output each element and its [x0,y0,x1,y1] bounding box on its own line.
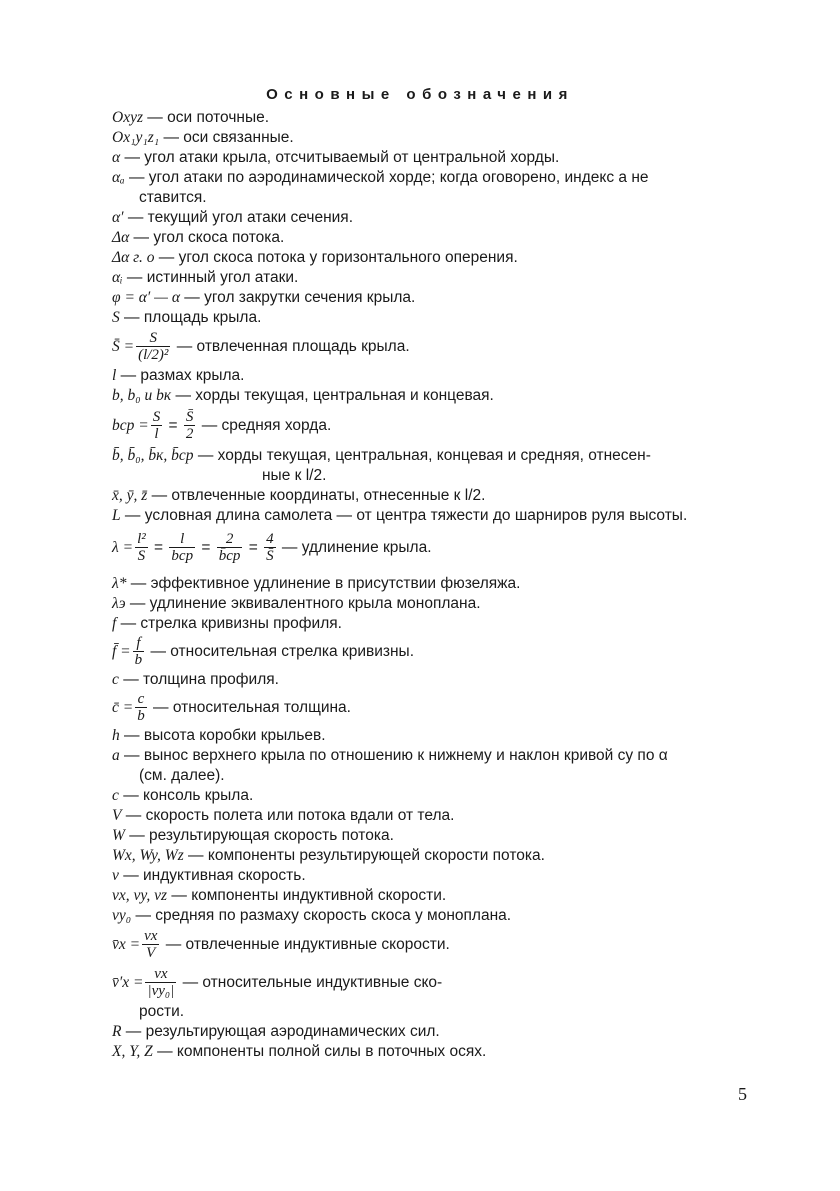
fraction: $\frac{S}{\text{(l/2)²}}$ [138,330,169,364]
notation-line: αᵢ — истинный угол атаки. [112,269,299,286]
notation-line: b, b₀ и bк — хорды текущая, центральная и концевая. [112,387,494,404]
notation-line-continuation: (см. далее). [139,767,225,784]
notation-line-continuation: рости. [139,1003,185,1020]
notation-line: αₐ — угол атаки по аэродинамической хорде; когда оговорено, индекс a не [112,169,649,186]
fraction: $\frac{l}{\text{bср}}$ [171,531,194,565]
notation-line: α′ — текущий угол атаки сечения. [112,209,354,226]
notation-line-continuation: ставится. [139,189,207,206]
notation-line: S — площадь крыла. [112,309,262,326]
formula-line: c̄ = $\frac{c}{b}$ — относительная толщина. [112,691,351,725]
fraction: $\frac{S̄}{2}$ [185,409,194,443]
notation-line: v — индуктивная скорость. [112,867,306,884]
notation-line: V — скорость полета или потока вдали от тела. [112,807,455,824]
notation-line: h — высота коробки крыльев. [112,727,326,744]
fraction: $\frac{S}{l}$ [152,409,161,443]
fraction: $\frac{vx}{V}$ [144,928,158,962]
page-title: Основные обозначения [266,86,574,103]
notation-line: R — результирующая аэродинамических сил. [112,1023,440,1040]
notation-line: c — толщина профиля. [112,671,279,688]
notation-line: Ox₁y₁z₁ — оси связанные. [112,129,294,146]
notation-line: c — консоль крыла. [112,787,254,804]
notation-line: α — угол атаки крыла, отсчитываемый от центральной хорды. [112,149,560,166]
notation-line: f — стрелка кривизны профиля. [112,615,342,632]
notation-line: φ = α′ — α — угол закрутки сечения крыла. [112,289,416,306]
notation-line: vx, vy, vz — компоненты индуктивной скорости. [112,887,447,904]
notation-line: vy₀ — средняя по размаху скорость скоса у моноплана. [112,907,512,924]
notation-line: λэ — удлинение эквивалентного крыла моноплана. [112,595,481,612]
notation-line: b̄, b̄₀, b̄к, b̄ср — хорды текущая, центральная, концевая и средняя, отнесен- [112,447,651,464]
fraction: $\frac{\text{l²}}{S}$ [137,531,146,565]
formula-line: S̄ = $\frac{S}{\text{(l/2)²}}$ — отвлеченная площадь крыла. [112,330,410,364]
notation-line: Oxyz — оси поточные. [112,109,270,126]
notation-line: Δα г. о — угол скоса потока у горизонтального оперения. [112,249,518,266]
notation-line: λ* — эффективное удлинение в присутствии фюзеляжа. [112,575,521,592]
fraction: $\frac{f}{b}$ [134,635,143,669]
formula-line: λ = $\frac{\text{l²}}{S}$ = $\frac{l}{\text{bср}}$ = $\frac{2}{b̄ср}$ = $\frac{4}{S̄}$ — удлинение крыла. [112,531,432,565]
notation-line: Δα — угол скоса потока. [112,229,285,246]
notation-line-continuation: ные к l/2. [262,467,327,484]
fraction: $\frac{4}{S̄}$ [266,531,274,565]
notation-list [112,108,762,1062]
formula-line: bср = $\frac{S}{l}$ = $\frac{S̄}{2}$ — средняя хорда. [112,409,332,443]
formula-line: v̄′x = $\frac{vx}{\text{|vy₀|}}$ — относительные индуктивные ско- [112,966,443,1000]
page-number: 5 [738,1084,747,1104]
notation-line: L — условная длина самолета — от центра тяжести до шарниров руля высоты. [112,507,688,524]
notation-line: W — результирующая скорость потока. [112,827,394,844]
fraction: $\frac{c}{b}$ [137,691,145,725]
notation-line: Wx, Wy, Wz — компоненты результирующей скорости потока. [112,847,545,864]
formula-line: f̄ = $\frac{f}{b}$ — относительная стрелка кривизны. [112,635,415,669]
notation-line: l — размах крыла. [112,367,245,384]
fraction: $\frac{2}{b̄ср}$ [218,531,241,565]
fraction: $\frac{vx}{\text{|vy₀|}}$ [147,966,175,1000]
notation-line: a — вынос верхнего крыла по отношению к нижнему и наклон кривой cy по α [112,747,668,764]
notation-line: x̄, ȳ, z̄ — отвлеченные координаты, отнесенные к l/2. [112,487,486,504]
notation-line: X, Y, Z — компоненты полной силы в поточных осях. [112,1043,487,1060]
formula-line: v̄x = $\frac{vx}{V}$ — отвлеченные индуктивные скорости. [112,928,450,962]
